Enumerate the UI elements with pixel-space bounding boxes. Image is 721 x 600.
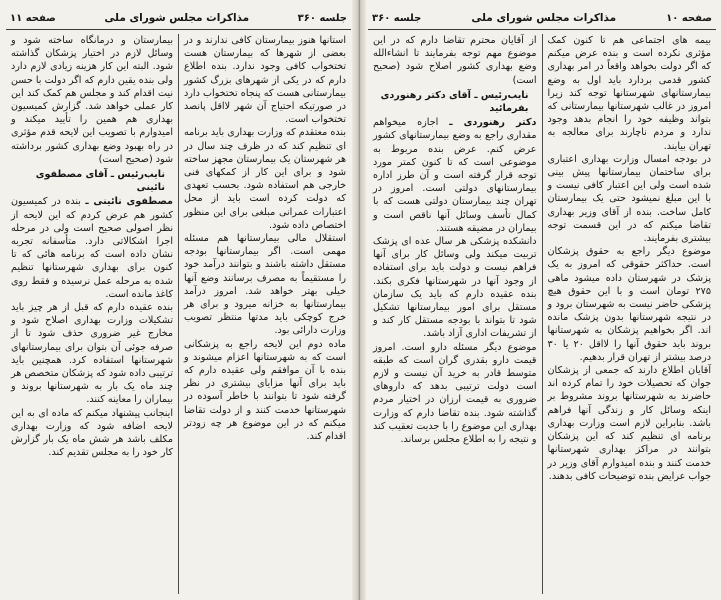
running-header xyxy=(368,9,716,30)
text-columns xyxy=(368,34,716,594)
column-left xyxy=(6,34,178,594)
column-right xyxy=(178,34,351,594)
paragraph: بیمارستان و درمانگاه ساخته شود و وسائل لازم در اختیار پزشکان گذاشته شود. البته این کار هزینه زیادی لازم دارد ولی بنده یقین دارم که اگر دولت با حسن نیت اقدام کند و مجلس هم کمک کند این کار عملی خواهد شد. گزارش کمیسیون بهداری هم همین را تأیید میکند و امیدوارم با تصویب این لایحه قدم مؤثری در راه بهبود وضع بهداری کشور برداشته شود (صحیح است) xyxy=(11,35,173,165)
chair-announcement: نایب‌رئیس ـ آقای مصطفوی نائینی xyxy=(35,169,165,194)
paragraph: موضوع دیگر مسئله دارو است. امروز قیمت دارو بقدری گران است که طبقه متوسط قادر به خرید آن نیست و لازم است دولت ترتیبی بدهد که داروهای ضروری به قیمت ارزان در اختیار مردم گذاشته شود. بنده تقاضا دارم که وزارت بهداری این موضوع را با جدیت تعقیب کند و نتیجه را به اطلاع مجلس برساند. xyxy=(373,341,537,446)
paragraph: آقایان اطلاع دارند که جمعی از پزشکان جوان که تحصیلات خود را تمام کرده اند حاضرند به شهرستانها بروند مشروط بر اینکه وسائل کار و زندگی آنها فراهم باشد. بنابراین لازم است وزارت بهداری برنامه ای تنظیم کند که این پزشکان بتوانند در مراکز بهداری شهرستانها خدمت کنند و بنده امیدوارم آقای وزیر در جواب عرایض بنده توضیحات کافی بدهند. xyxy=(547,365,711,482)
paragraph: بنده معتقدم که وزارت بهداری باید برنامه ای تنظیم کند که در ظرف چند سال در هر شهرستان یک بیمارستان مجهز ساخته شود و برای این کار از کمکهای فنی خارجی هم استفاده شود. بحسب تعهدی که دولت کرده است باید از محل اعتبارات عمرانی مبلغی برای این منظور اختصاص داده شود. xyxy=(184,127,346,231)
publication-title: مذاکرات مجلس شورای ملی xyxy=(104,12,250,24)
speaker-name: مصطفوی نائینی ـ xyxy=(85,196,173,208)
running-header xyxy=(6,9,351,30)
column-right xyxy=(542,34,717,594)
paragraph: در بودجه امسال وزارت بهداری اعتباری برای ساختمان بیمارستانها پیش بینی شده است ولی این اعتبار کافی نیست و با این مبلغ نمیشود حتی یک بیمارستان کامل ساخت. بنده از آقای وزیر بهداری تقاضا میکنم که در این قسمت توجه بیشتری بفرمایند. xyxy=(547,153,711,245)
page-gutter xyxy=(352,0,366,600)
chair-announcement: نایب‌رئیس ـ آقای دکتر رهنوردی بفرمائید xyxy=(380,89,529,115)
paragraph: دانشکده پزشکی هر سال عده ای پزشک تربیت میکند ولی وسائل کار برای آنها فراهم نیست و دولت باید برای استفاده از وجود آنها در شهرستانها فکری بکند. بنده عقیده دارم که باید یک سازمان مستقل برای امور بیمارستانها تشکیل شود تا بتواند با بودجه مستقل کار کند و از تشریفات اداری آزاد باشد. xyxy=(373,236,537,340)
paragraph: بیمه های اجتماعی هم تا کنون کمک مؤثری نکرده است و بنده عرض میکنم که اگر دولت بخواهد واقعاً در امر بهداری کشور قدمی بردارد باید اول به وضع بیمارستانهای شهرستانها توجه کند زیرا امروز در غالب شهرستانها بیمارستانی که بتواند وظیفه خود را انجام بدهد وجود ندارد و مردم ناچارند برای معالجه به تهران بیایند. xyxy=(547,35,711,152)
paragraph: موضوع دیگر راجع به حقوق پزشکان است. حداکثر حقوقی که امروز به یک پزشک در شهرستان داده میشود ماهی ۲۷۵ تومان است و با این حقوق هیچ پزشکی حاضر نیست به شهرستان برود و در نتیجه شهرستانها بدون پزشک مانده اند. اگر بخواهیم پزشکان به شهرستانها بروند باید حقوق آنها را لااقل ۲۰ یا ۳۰ درصد بیشتر از تهران قرار بدهیم. xyxy=(547,246,711,363)
column-left xyxy=(368,34,542,594)
session-number: جلسه ۳۶۰ xyxy=(297,12,347,24)
paragraph: اینجانب پیشنهاد میکنم که ماده ای به این لایحه اضافه شود که وزارت بهداری مکلف باشد هر شش ماه یک بار گزارش کار خود را به مجلس تقدیم کند. xyxy=(11,407,173,459)
session-number: جلسه ۳۶۰ xyxy=(372,12,422,24)
speaker-name: دکتر رهنوردی ـ xyxy=(449,117,537,129)
page-10 xyxy=(368,0,716,600)
speech-text: اجازه میخواهم مقداری راجع به وضع بیمارستانهای کشور عرض کنم. عرض بنده مربوط به موضوعی است که تا کنون کمتر مورد توجه قرار گرفته است و آن طرز اداره بیمارستانهای دولتی است. امروز در تهران چند بیمارستان دولتی هست که با کمال تأسف وسائل آنها ناقص است و بیماران در مضیقه هستند. xyxy=(373,117,537,234)
paragraph: استانها هنوز بیمارستان کافی ندارند و در بعضی از شهرها که بیمارستان هست تختخواب کافی وجود ندارد. بنده اطلاع دارم که در یکی از شهرهای بزرگ کشور بیمارستانی هست که پنجاه تختخواب دارد در صورتیکه احتیاج آن شهر لااقل پانصد تختخواب است. xyxy=(184,35,346,126)
paragraph: بنده عقیده دارم که قبل از هر چیز باید تشکیلات وزارت بهداری اصلاح شود و مخارج غیر ضروری حذف شود تا از صرفه جوئی آن بتوان برای بیمارستانهای شهرستانها استفاده کرد. همچنین باید ترتیبی داده شود که پزشکان متخصص هر چند ماه یک بار به شهرستانها بروند و بیماران را معاینه کنند. xyxy=(11,302,173,406)
page-11 xyxy=(6,0,351,600)
paragraph: استقلال مالی بیمارستانها هم مسئله مهمی است. اگر بیمارستانها بودجه مستقل داشته باشند و بتوانند درآمد خود را مستقیماً به مصرف برسانند وضع آنها خیلی بهتر خواهد شد. امروز درآمد بیمارستانها به خزانه میرود و برای هر خرج کوچکی باید مدتها منتظر تصویب وزارت دارائی بود. xyxy=(184,233,346,337)
text-columns xyxy=(6,34,351,594)
page-number: صفحه ۱۱ xyxy=(10,12,56,24)
page-number: صفحه ۱۰ xyxy=(666,12,712,24)
speech-text: بنده در کمیسیون کشور هم عرض کردم که این لایحه از نظر اصولی صحیح است ولی در مرحله اجرا اشکالاتی دارد. متأسفانه تجربه نشان داده است که برنامه هائی که تا کنون برای بهداری شهرستانها تنظیم شده به مرحله عمل نرسیده و فقط روی کاغذ مانده است. xyxy=(11,196,173,300)
paragraph: از آقایان محترم تقاضا دارم که در این موضوع مهم توجه بفرمایند تا انشاءالله وضع بهداری کشور اصلاح شود (صحیح است) xyxy=(373,35,537,86)
speech-paragraph xyxy=(373,116,537,235)
publication-title: مذاکرات مجلس شورای ملی xyxy=(471,12,617,24)
paragraph: ماده دوم این لایحه راجع به پزشکانی است که به شهرستانها اعزام میشوند و بنده با آن موافقم ولی عقیده دارم که باید برای آنها مزایای بیشتری در نظر گرفته شود تا بتوانند با خاطر آسوده در شهرستانها خدمت کنند و از دولت تقاضا میکنم که در این موضوع هر چه زودتر اقدام کند. xyxy=(184,338,346,443)
speech-paragraph xyxy=(11,195,173,301)
